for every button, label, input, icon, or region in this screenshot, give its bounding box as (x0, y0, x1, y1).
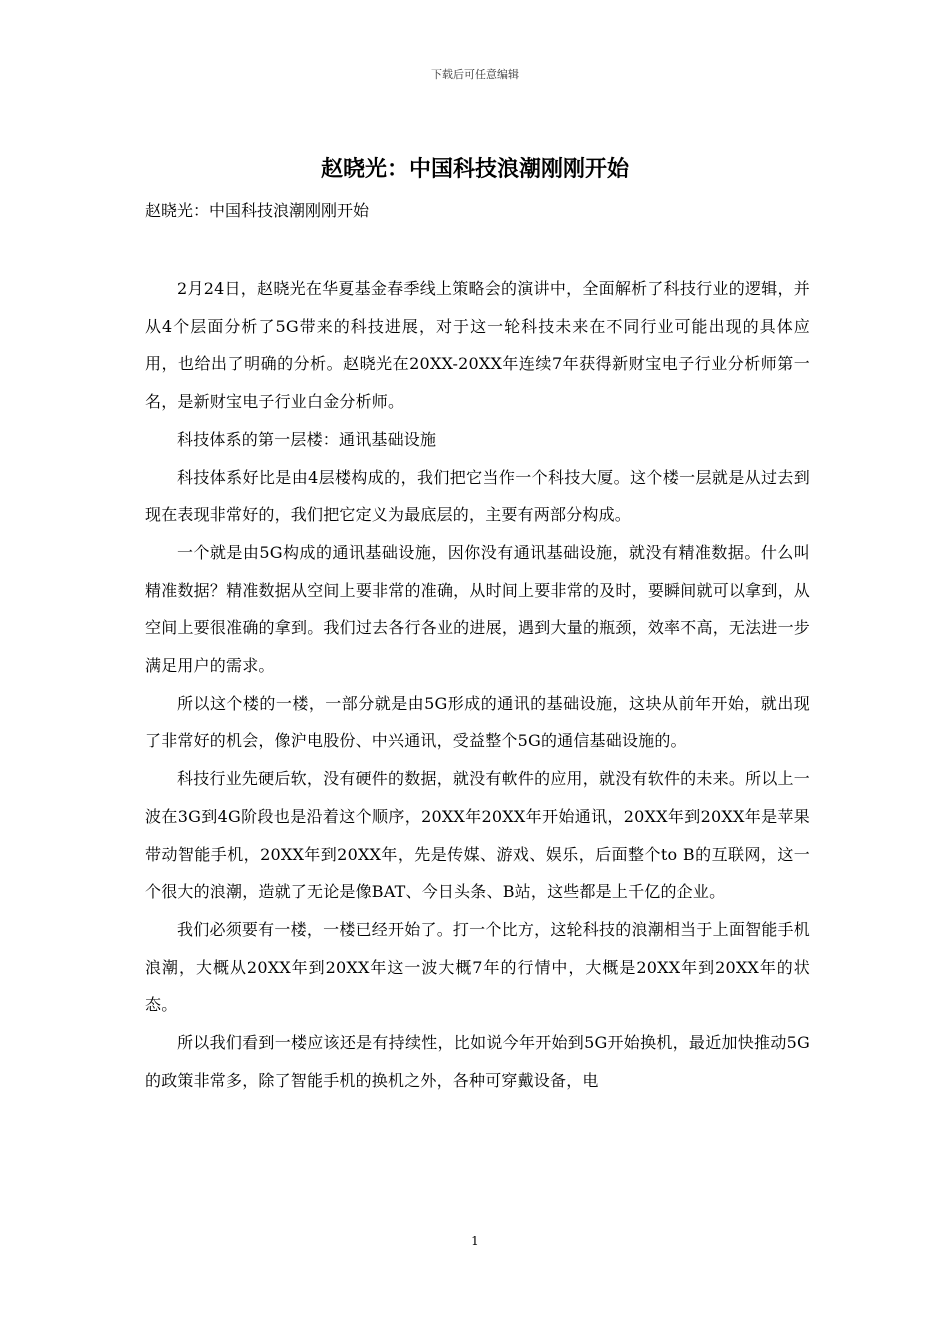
paragraph: 科技行业先硬后软，没有硬件的数据，就没有軟件的应用，就没有软件的未来。所以上一波在3G到4G阶段也是沿着这个顺序，20XX年20XX年开始通讯，20XX年到20XX年是苹果带动智能手机，20XX年到20XX年，先是传媒、游戏、娱乐，后面整个to B的互联网，这一个很大的浪潮，造就了无论是像BAT、今日头条、B站，这些都是上千亿的企业。 (145, 769, 810, 902)
paragraph: 所以这个楼的一楼，一部分就是由5G形成的通讯的基础设施，这块从前年开始，就出现了非常好的机会，像沪电股份、中兴通讯，受益整个5G的通信基础设施的。 (145, 693, 810, 751)
paragraph: 所以我们看到一楼应该还是有持续性，比如说今年开始到5G开始换机，最近加快推动5G的政策非常多，除了智能手机的换机之外，各种可穿戴设备，电 (145, 1033, 810, 1090)
document-subtitle: 赵晓光：中国科技浪潮刚刚开始 (145, 201, 370, 220)
paragraph: 一个就是由5G构成的通讯基础设施，因你没有通讯基础设施，就没有精准数据。什么叫精准数据？精准数据从空间上要非常的准确，从时间上要非常的及时，要瞬间就可以拿到，从空间上要很准确的拿到。我们过去各行各业的进展，遇到大量的瓶颈，效率不高，无法进一步满足用户的需求。 (145, 542, 810, 676)
paragraph: 科技体系好比是由4层楼构成的，我们把它当作一个科技大厦。这个楼一层就是从过去到现在表现非常好的，我们把它定义为最底层的，主要有两部分构成。 (145, 467, 810, 525)
section-heading: 科技体系的第一层楼：通讯基础设施 (177, 429, 437, 449)
page-number: 1 (471, 1234, 479, 1248)
document-body (145, 270, 810, 1099)
page-header-note: 下载后可任意编辑 (431, 68, 519, 81)
document-title: 赵晓光：中国科技浪潮刚刚开始 (320, 156, 629, 182)
paragraph: 我们必须要有一楼，一楼已经开始了。打一个比方，这轮科技的浪潮相当于上面智能手机浪潮，大概从20XX年到20XX年这一波大概7年的行情中，大概是20XX年到20XX年的状态。 (145, 919, 810, 1015)
paragraph: 2月24日，赵晓光在华夏基金春季线上策略会的演讲中，全面解析了科技行业的逻辑，并从4个层面分析了5G带来的科技进展，对于这一轮科技未来在不同行业可能出现的具体应用，也给出了明确的分析。赵晓光在20XX-20XX年连续7年获得新财宝电子行业分析师第一名，是新财宝电子行业白金分析师。 (145, 279, 810, 412)
